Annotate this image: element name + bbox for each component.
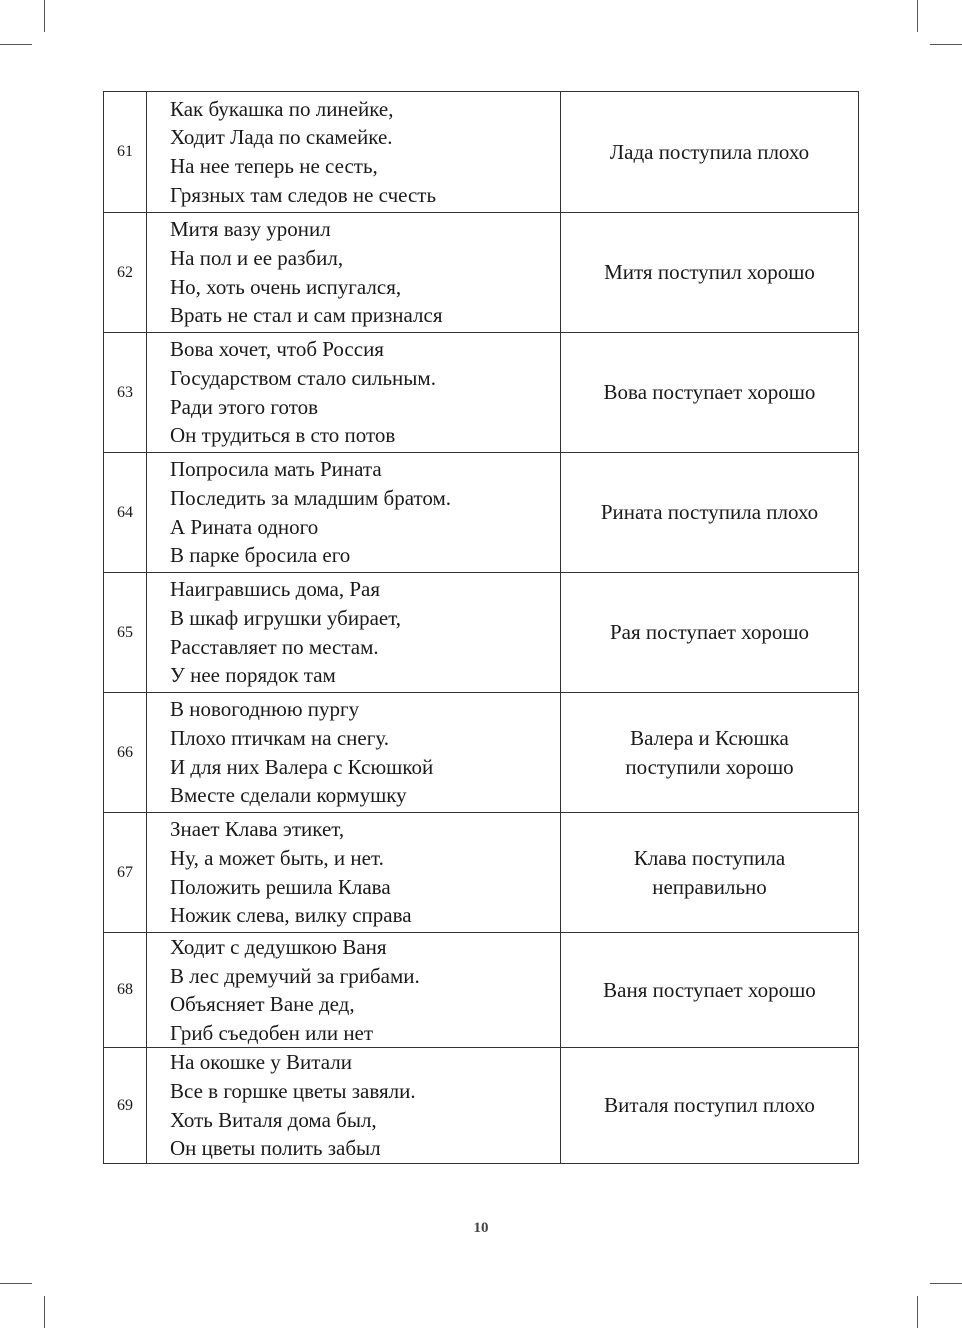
poem-line: И для них Валера с Ксюшкой (170, 754, 434, 779)
poem-line: Ходит с дедушкою Ваня (170, 935, 387, 959)
table-row (104, 573, 859, 693)
row-number: 61 (104, 92, 147, 213)
table-row (104, 453, 859, 573)
row-number: 69 (104, 1048, 147, 1163)
poem-cell (147, 933, 561, 1048)
poem-line: В лес дремучий за грибами. (170, 963, 420, 988)
poem-line: Плохо птичкам на снегу. (170, 725, 389, 750)
row-number: 64 (104, 453, 147, 573)
page-number: 10 (473, 1220, 489, 1236)
verdict-cell (561, 453, 859, 573)
poem-line: На окошке у Витали (170, 1050, 352, 1075)
poem-line: Ходит Лада по скамейке. (170, 125, 393, 150)
verdict-line: Лада поступила плохо (609, 139, 810, 164)
poem-line: Митя вазу уронил (170, 217, 331, 242)
verdict-cell (561, 933, 859, 1048)
table-row (104, 1048, 859, 1163)
poem-line: Грязных там следов не счесть (170, 182, 437, 207)
poem-line: Объясняет Ване дед, (170, 992, 355, 1017)
crop-mark (0, 44, 32, 45)
poem-line: На пол и ее разбил, (170, 245, 344, 270)
poem-line: Вместе сделали кормушку (170, 783, 407, 808)
table-row (104, 933, 859, 1048)
poem-cell (147, 453, 561, 573)
verdict-line: поступили хорошо (625, 754, 794, 779)
poem-cell (147, 693, 561, 813)
table-row (104, 813, 859, 933)
verdict-line: Клава поступила (633, 845, 786, 870)
poem-line: Гриб съедобен или нет (170, 1020, 374, 1045)
poem-cell (147, 573, 561, 693)
poem-cell (147, 92, 561, 213)
poem-line: В парке бросила его (170, 543, 351, 568)
poem-line: Ну, а может быть, и нет. (170, 845, 384, 870)
verdict-line: Митя поступил хорошо (604, 260, 815, 285)
poem-line: Попросила мать Рината (170, 457, 382, 482)
poem-cell (147, 333, 561, 453)
row-number: 62 (104, 213, 147, 333)
verdict-line: неправильно (652, 874, 767, 899)
table-row (104, 213, 859, 333)
crop-mark (917, 0, 918, 32)
verdict-cell (561, 1048, 859, 1163)
poem-line: Ножик слева, вилку справа (170, 903, 412, 928)
poem-line: Знает Клава этикет, (170, 817, 345, 842)
poem-cell (147, 813, 561, 933)
verdict-cell (561, 813, 859, 933)
poem-line: Расставляет по местам. (170, 634, 379, 659)
poem-line: У нее порядок там (170, 663, 336, 688)
poem-line: Хоть Виталя дома был, (170, 1107, 377, 1132)
poem-line: Положить решила Клава (170, 874, 391, 899)
verdict-cell (561, 333, 859, 453)
verdict-line: Вова поступает хорошо (603, 380, 816, 405)
verdict-line: Ваня поступает хорошо (603, 977, 816, 1002)
poem-line: В новогоднюю пургу (170, 697, 360, 722)
verdict-line: Виталя поступил плохо (604, 1093, 815, 1118)
verdict-cell (561, 693, 859, 813)
table-row (104, 693, 859, 813)
crop-mark (44, 1296, 45, 1328)
crop-mark (44, 0, 45, 32)
poem-cell (147, 213, 561, 333)
poem-line: Врать не стал и сам признался (170, 303, 443, 328)
crop-mark (930, 1283, 962, 1284)
poem-line: В шкаф игрушки убирает, (170, 605, 402, 630)
verdict-line: Рая поступает хорошо (609, 620, 810, 645)
row-number: 66 (104, 693, 147, 813)
verdict-line: Рината поступила плохо (600, 500, 819, 525)
crop-mark (917, 1296, 918, 1328)
poem-line: Наигравшись дома, Рая (170, 577, 381, 602)
poem-line: Вова хочет, чтоб Россия (170, 337, 384, 362)
poem-line: Он цветы полить забыл (170, 1136, 381, 1161)
crop-mark (0, 1283, 32, 1284)
poem-line: Все в горшке цветы завяли. (170, 1078, 416, 1103)
row-number: 67 (104, 813, 147, 933)
poem-line: Государством стало сильным. (170, 365, 436, 390)
table-row (104, 333, 859, 453)
verdict-cell (561, 92, 859, 213)
poem-line: Последить за младшим братом. (170, 485, 452, 510)
crop-mark (930, 44, 962, 45)
verdict-cell (561, 213, 859, 333)
row-number: 68 (104, 933, 147, 1048)
verdict-cell (561, 573, 859, 693)
poem-line: На нее теперь не сесть, (170, 154, 378, 178)
verdict-line: Валера и Ксюшка (630, 725, 789, 750)
poem-line: А Рината одного (170, 514, 319, 539)
poem-line: Ради этого готов (170, 394, 319, 419)
poem-line: Но, хоть очень испугался, (170, 274, 402, 299)
poems-table (103, 91, 859, 1164)
row-number: 65 (104, 573, 147, 693)
table-row (104, 92, 859, 213)
poem-cell (147, 1048, 561, 1163)
row-number: 63 (104, 333, 147, 453)
poem-line: Как букашка по линейке, (170, 96, 394, 121)
poem-line: Он трудиться в сто потов (170, 423, 396, 448)
